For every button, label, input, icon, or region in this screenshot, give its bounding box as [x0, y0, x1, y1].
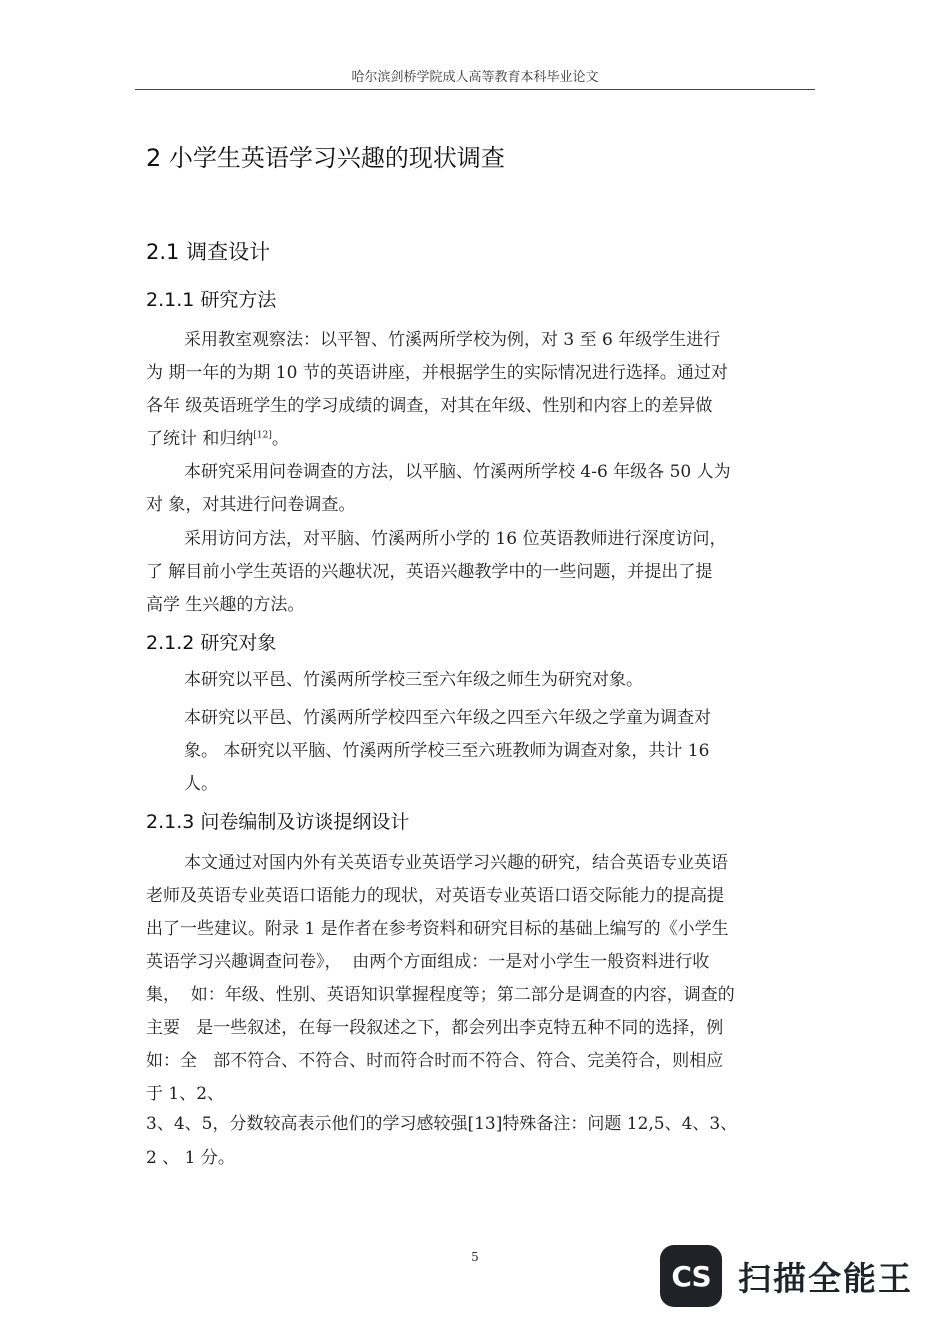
watermark-app-name: 扫描全能王 — [738, 1258, 913, 1298]
paragraph-text: 了统计 和归纳 — [146, 429, 254, 449]
section-title: 2.1 调查设计 — [146, 240, 271, 264]
paragraph-line: 出了一些建议。附录 1 是作者在参考资料和研究目标的基础上编写的《小学生 — [146, 919, 729, 939]
paragraph-line: 对 象，对其进行问卷调查。 — [146, 495, 356, 515]
scanner-watermark — [660, 1245, 913, 1307]
paragraph-line: 如：全 部不符合、不符合、时而符合时而不符合、符合、完美符合，则相应 — [146, 1051, 724, 1071]
page-header: 哈尔滨剑桥学院成人高等教育本科毕业论文 — [351, 70, 599, 85]
paragraph-line: 采用教室观察法：以平智、竹溪两所学校为例，对 3 至 6 年级学生进行 — [184, 330, 721, 350]
paragraph-line: 老师及英语专业英语口语能力的现状，对英语专业英语口语交际能力的提高提 — [146, 886, 724, 906]
paragraph-line: 本研究以平邑、竹溪两所学校三至六年级之师生为研究对象。 — [184, 670, 643, 690]
paragraph-line-with-citation — [146, 429, 289, 449]
citation-marker: [12] — [253, 430, 272, 441]
chapter-title: 2 小学生英语学习兴趣的现状调查 — [146, 144, 505, 172]
paragraph-line: 象。 本研究以平脑、竹溪两所学校三至六班教师为调查对象，共计 16 — [184, 741, 710, 761]
header-rule — [135, 89, 815, 90]
paragraph-line: 采用访问方法，对平脑、竹溪两所小学的 16 位英语教师进行深度访问， — [184, 529, 727, 549]
paragraph-line: 英语学习兴趣调查问卷》， 由两个方面组成：一是对小学生一般资料进行收 — [146, 952, 710, 972]
paragraph-line: 主要 是一些叙述，在每一段叙述之下，都会列出李克特五种不同的选择，例 — [146, 1018, 724, 1038]
camscanner-logo-icon — [660, 1245, 722, 1307]
paragraph-line: 3、4、5，分数较高表示他们的学习感较强[13]特殊备注：问题 12,5、4、3、 — [146, 1114, 738, 1134]
paragraph-line: 各年 级英语班学生的学习成绩的调查，对其在年级、性别和内容上的差异做 — [146, 396, 713, 416]
paragraph-line: 本文通过对国内外有关英语专业英语学习兴趣的研究，结合英语专业英语 — [184, 853, 728, 873]
paragraph-line: 人。 — [184, 774, 218, 794]
paragraph-line: 本研究以平邑、竹溪两所学校四至六年级之四至六年级之学童为调查对 — [184, 708, 711, 728]
paragraph-line: 于 1、2、 — [146, 1084, 225, 1104]
paragraph-line: 为 期一年的为期 10 节的英语讲座，并根据学生的实际情况进行选择。通过对 — [146, 363, 728, 383]
logo-text: CS — [671, 1259, 711, 1293]
paragraph-text: 。 — [271, 429, 289, 449]
subsection-title-research-subjects: 2.1.2 研究对象 — [146, 632, 277, 654]
paragraph-line: 集， 如：年级、性别、英语知识掌握程度等；第二部分是调查的内容，调查的 — [146, 985, 735, 1005]
subsection-title-research-methods: 2.1.1 研究方法 — [146, 289, 277, 311]
subsection-title-questionnaire-design: 2.1.3 问卷编制及访谈提纲设计 — [146, 811, 410, 833]
paragraph-line: 了 解目前小学生英语的兴趣状况，英语兴趣教学中的一些问题，并提出了提 — [146, 562, 713, 582]
paragraph-line: 本研究采用问卷调查的方法，以平脑、竹溪两所学校 4-6 年级各 50 人为 — [184, 462, 731, 482]
paragraph-line: 高学 生兴趣的方法。 — [146, 595, 305, 615]
page-number: 5 — [471, 1250, 479, 1264]
paragraph-line: 2 、 1 分。 — [146, 1148, 235, 1168]
